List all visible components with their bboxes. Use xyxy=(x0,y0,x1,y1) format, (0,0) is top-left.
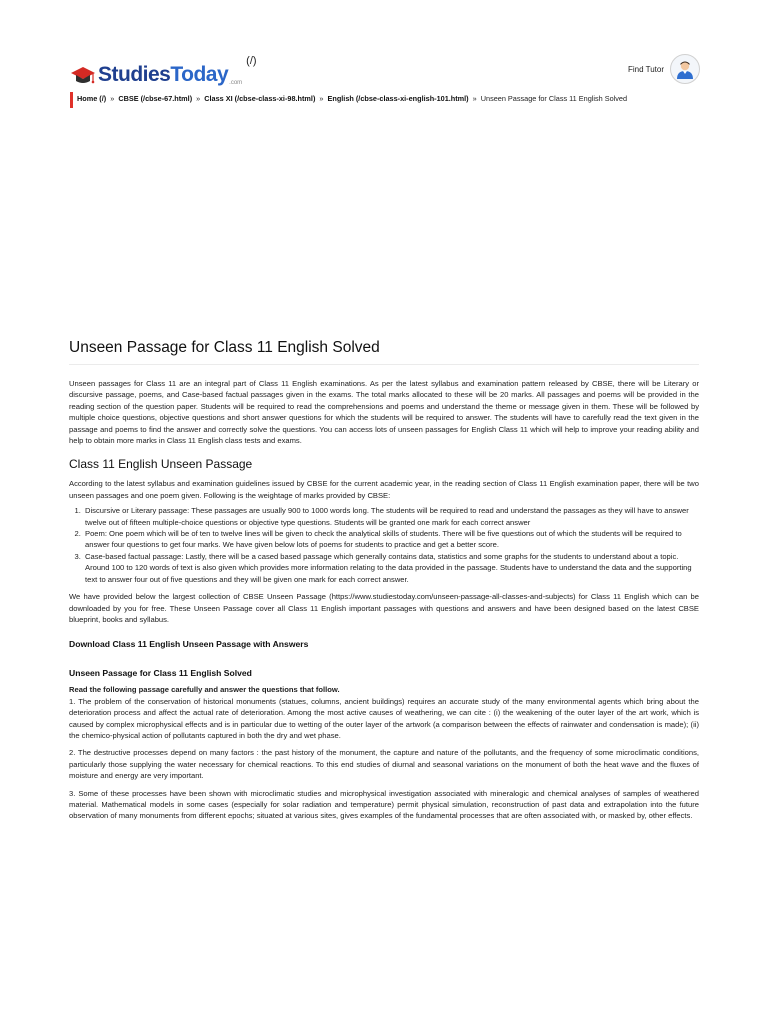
list-item: 3. Case-based factual passage: Lastly, there will be a cased based passage which generally contains data, statistics and some graphs for the students to understand about a topic. Around 100 to 120 words of text is also given which provides more information relating to the data provided in the passage. Students have to understand the data and the supporting text to answer four out of five questions and they will be given one mark for each correct answer. xyxy=(83,551,699,585)
section-intro-paragraph: According to the latest syllabus and examination guidelines issued by CBSE for the current academic year, in the reading section of Class 11 English examination paper, there will be two unseen passages and one poem given. Following is the weightage of marks provided by CBSE: xyxy=(69,479,699,500)
breadcrumb-current: Unseen Passage for Class 11 English Solved xyxy=(480,94,628,103)
logo-home-link[interactable]: (/) xyxy=(246,55,257,67)
download-heading: Download Class 11 English Unseen Passage with Answers xyxy=(69,639,309,650)
site-logo[interactable] xyxy=(70,54,257,88)
breadcrumb-home[interactable]: Home (/) xyxy=(77,94,107,103)
breadcrumb-separator: » xyxy=(196,94,201,103)
passage-paragraph-1: 1. The problem of the conservation of historical monuments (statues, columns, ancient buildings) requires an accurate study of the many environmental agents which bring about the deterioration process and affect the actual rate of deterioration. Among the most active causes of weathering, we can cite : (i) the weakening of the outer layer of the art work, which is caused by complex microphysical effects and is in particular due to wetting of the outer layer of the artwork (a comparison between the effects of rainwater and condensation is made); (ii) the chemico-physical action of pollutants captured in both the dry and wet phase. xyxy=(69,696,699,740)
logo-wordmark: StudiesToday xyxy=(98,63,229,86)
marks-weightage-list xyxy=(69,505,699,585)
graduation-cap-icon xyxy=(70,62,96,88)
find-tutor[interactable] xyxy=(628,54,700,84)
passage-paragraph-2: 2. The destructive processes depend on many factors : the past history of the monument, the capture and nature of the pollutants, and the frequency of some microclimatic conditions, particularly those supplying the water necessary for chemical reactions. To this end studies of diurnal and seasonal variations on the monument of both the heat wave and the fluxes of moisture and energy are very important. xyxy=(69,748,699,781)
logo-com-suffix: .com xyxy=(229,80,243,86)
passage-heading: Unseen Passage for Class 11 English Solved xyxy=(69,668,252,679)
site-header xyxy=(70,54,700,88)
breadcrumb-separator: » xyxy=(319,94,324,103)
collection-paragraph: We have provided below the largest collection of CBSE Unseen Passage (https://www.studiestoday.com/unseen-passage-all-classes-and-subjects) for Class 11 English which can be downloaded by you for free. These Unseen Passage cover all Class 11 English important passages with questions and answers and have been designed based on the latest CBSE blueprint, books and syllabus. xyxy=(69,592,699,624)
find-tutor-label[interactable]: Find Tutor xyxy=(627,64,664,74)
article xyxy=(69,338,699,822)
list-item: 1. Discursive or Literary passage: These passages are usually 900 to 1000 words long. The students will be required to read and understand the passages as they will have to answer twelve out of fifteen multiple-choice questions or objective type questions. Students will be granted one mark for each correct answer xyxy=(83,505,699,528)
breadcrumb xyxy=(70,92,717,108)
section-heading: Class 11 English Unseen Passage xyxy=(69,457,253,472)
breadcrumb-english[interactable]: English (/cbse-class-xi-english-101.html) xyxy=(327,94,469,103)
passage-instruction: Read the following passage carefully and answer the questions that follow. xyxy=(69,685,340,695)
breadcrumb-separator: » xyxy=(472,94,477,103)
tutor-avatar-icon[interactable] xyxy=(670,54,700,84)
list-item: 2. Poem: One poem which will be of ten to twelve lines will be given to check the analytical skills of students. There will be five questions out of which the students will be required to answer four questions to get four marks. We have given below lots of poems for students to practice and get a better score. xyxy=(83,528,699,551)
page-title: Unseen Passage for Class 11 English Solved xyxy=(69,338,699,365)
breadcrumb-class-xi[interactable]: Class XI (/cbse-class-xi-98.html) xyxy=(204,94,316,103)
intro-paragraph: Unseen passages for Class 11 are an integral part of Class 11 English examinations. As per the latest syllabus and examination pattern released by CBSE, there will be Literary or discursive passage, poems, and Case-based factual passages given in the exams. The total marks allocated to these will be 20 marks. All passages and poems will be provided in the reading section of the question paper. Students will be required to read the comprehensions and poems and understand the theme or message given in them. These will be followed by multiple choice questions, objective questions and short answer questions for which the students will be required to answer. The students will have to carefully read the text given in the passage and poems to find the answer and correctly solve the questions. You can access lots of unseen passages for English Class 11 which will help to improve your reading ability and help to obtain more marks in Class 11 English class tests and exams. xyxy=(69,379,699,446)
breadcrumb-cbse[interactable]: CBSE (/cbse-67.html) xyxy=(118,94,193,103)
passage-paragraph-3: 3. Some of these processes have been shown with microclimatic studies and microphysical investigation associated with mineralogic and chemical analyses of samples of weathered material. Mathematical models in some cases (especially for solar radiation and temperature) permit physical simulation, reconstruction of past data and extrapolation into the future observation of many monuments from different epochs; situated at various sites, gives examples of the fundamental processes that are often associated with, or masked by, other effects. xyxy=(69,788,699,821)
breadcrumb-separator: » xyxy=(110,94,115,103)
